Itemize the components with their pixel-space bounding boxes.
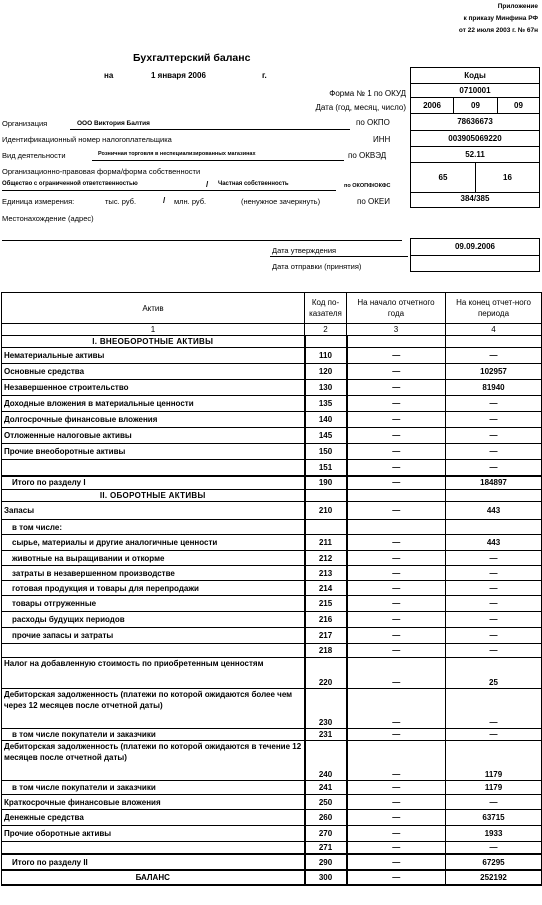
table-row (2, 428, 542, 444)
unit-separator: / (163, 196, 166, 205)
row-code: 240 (305, 741, 347, 781)
okud-value: 0710001 (411, 84, 539, 98)
row-start-value (347, 520, 446, 535)
header-code: Код по-казателя (305, 293, 347, 324)
row-end-value (446, 520, 542, 535)
row-code: 211 (305, 535, 347, 551)
section-end-cell (446, 336, 542, 348)
date-na: на (104, 71, 114, 80)
row-name (2, 842, 305, 855)
row-name: Денежные средства (2, 810, 305, 826)
code-day: 09 (514, 101, 523, 110)
table-row (2, 380, 542, 396)
row-name: готовая продукция и товары для перепродажи (2, 581, 305, 596)
row-end-value: 25 (446, 658, 542, 689)
table-row (2, 364, 542, 380)
table-row (2, 444, 542, 460)
row-end-value: — (446, 689, 542, 729)
row-code: 217 (305, 628, 347, 644)
row-end-value: — (446, 396, 542, 412)
row-name: прочие запасы и затраты (2, 628, 305, 644)
table-row (2, 348, 542, 364)
row-start-value: — (347, 795, 446, 810)
row-code: 150 (305, 444, 347, 460)
code-year: 2006 (423, 101, 441, 110)
row-name: товары отгруженные (2, 596, 305, 612)
row-end-value: — (446, 412, 542, 428)
table-row (2, 854, 542, 870)
row-start-value: — (347, 596, 446, 612)
appendix-line-1: Приложение (497, 3, 538, 10)
row-end-value: — (446, 460, 542, 476)
row-code: 220 (305, 658, 347, 689)
row-code: 216 (305, 612, 347, 628)
row-start-value: — (347, 612, 446, 628)
row-end-value: 81940 (446, 380, 542, 396)
row-end-value: 443 (446, 535, 542, 551)
table-row (2, 658, 542, 689)
row-code: 241 (305, 781, 347, 795)
table-row (2, 842, 542, 855)
row-start-value: — (347, 348, 446, 364)
column-number-row (2, 324, 542, 336)
colnum-1: 1 (2, 324, 305, 336)
row-start-value: — (347, 396, 446, 412)
row-start-value: — (347, 628, 446, 644)
row-end-value: — (446, 729, 542, 741)
approval-box (410, 238, 540, 272)
row-name: в том числе покупатели и заказчики (2, 729, 305, 741)
row-start-value: — (347, 460, 446, 476)
legal-form-label: Организационно-правовая форма/форма собственности (2, 167, 201, 176)
row-name: расходы будущих периодов (2, 612, 305, 628)
approved-value: 09.09.2006 (411, 239, 539, 256)
row-start-value: — (347, 689, 446, 729)
codes-header: Коды (411, 68, 539, 84)
activity-value: Розничная торговля в неспециализированных магазинах (98, 151, 256, 157)
row-start-value: — (347, 870, 446, 885)
table-row (2, 689, 542, 729)
page-title: Бухгалтерский баланс (133, 52, 251, 64)
row-code: 270 (305, 826, 347, 842)
okpo-value: 78636673 (411, 114, 539, 131)
row-name: БАЛАНС (2, 870, 305, 885)
okved-value: 52.11 (411, 147, 539, 163)
row-name: Доходные вложения в материальные ценности (2, 396, 305, 412)
header-start: На начало отчетного года (347, 293, 446, 324)
okved-label: по ОКВЭД (348, 151, 387, 160)
row-code: 110 (305, 348, 347, 364)
legal-separator: / (206, 180, 209, 189)
row-start-value: — (347, 535, 446, 551)
row-start-value: — (347, 476, 446, 490)
row-name: Краткосрочные финансовые вложения (2, 795, 305, 810)
okud-label: Форма № 1 по ОКУД (329, 89, 406, 98)
row-name: Нематериальные активы (2, 348, 305, 364)
row-end-value: 63715 (446, 810, 542, 826)
row-name: Итого по разделу II (2, 854, 305, 870)
balance-table (1, 292, 542, 886)
row-end-value: — (446, 581, 542, 596)
section-row (2, 336, 542, 348)
row-name: Дебиторская задолженность (платежи по которой ожидаются в течение 12 месяцев после отчетной даты) (2, 741, 305, 781)
table-row (2, 581, 542, 596)
row-name: в том числе покупатели и заказчики (2, 781, 305, 795)
table-row (2, 596, 542, 612)
row-start-value: — (347, 644, 446, 658)
row-end-value: — (446, 348, 542, 364)
row-name: сырье, материалы и другие аналогичные ценности (2, 535, 305, 551)
row-name: Прочие внеоборотные активы (2, 444, 305, 460)
row-start-value: — (347, 810, 446, 826)
row-start-value: — (347, 566, 446, 581)
codes-box (410, 67, 540, 208)
row-name: в том числе: (2, 520, 305, 535)
row-name: Незавершенное строительство (2, 380, 305, 396)
section-start-cell (347, 490, 446, 502)
row-end-value: 1933 (446, 826, 542, 842)
unit-value-million: млн. руб. (174, 197, 207, 206)
row-code: 120 (305, 364, 347, 380)
row-name (2, 460, 305, 476)
row-name: Итого по разделу I (2, 476, 305, 490)
colnum-3: 3 (347, 324, 446, 336)
row-name: затраты в незавершенном производстве (2, 566, 305, 581)
row-end-value: 252192 (446, 870, 542, 885)
okei-value: 384/385 (460, 194, 490, 203)
row-end-value: 184897 (446, 476, 542, 490)
row-start-value: — (347, 741, 446, 781)
approved-label: Дата утверждения (272, 246, 337, 255)
row-end-value: — (446, 612, 542, 628)
row-start-value: — (347, 380, 446, 396)
section-start-cell (347, 336, 446, 348)
row-end-value: — (446, 566, 542, 581)
sent-label: Дата отправки (принятия) (272, 262, 362, 271)
row-start-value: — (347, 502, 446, 520)
section-end-cell (446, 490, 542, 502)
row-end-value: — (446, 551, 542, 566)
row-code: 145 (305, 428, 347, 444)
row-start-value: — (347, 444, 446, 460)
sent-value (411, 256, 539, 271)
table-row (2, 396, 542, 412)
table-row (2, 810, 542, 826)
ownership-value: Частная собственность (218, 181, 289, 187)
row-code: 212 (305, 551, 347, 566)
date-code-row (411, 98, 539, 114)
okfs-value: 16 (503, 173, 512, 182)
legal-form-value: Общество с ограниченной ответственностью (2, 181, 138, 187)
row-name (2, 644, 305, 658)
row-name: Основные средства (2, 364, 305, 380)
row-end-value: 1179 (446, 781, 542, 795)
row-start-value: — (347, 854, 446, 870)
table-row (2, 612, 542, 628)
header-asset: Актив (2, 293, 305, 324)
row-end-value: — (446, 795, 542, 810)
row-end-value: — (446, 628, 542, 644)
row-start-value: — (347, 428, 446, 444)
table-row (2, 476, 542, 490)
row-code: 218 (305, 644, 347, 658)
row-code: 230 (305, 689, 347, 729)
org-label: Организация (2, 119, 48, 128)
row-start-value: — (347, 551, 446, 566)
row-end-value: — (446, 428, 542, 444)
unit-value-thousand: тыс. руб. (105, 197, 137, 206)
inn-label: Идентификационный номер налогоплательщика (2, 135, 172, 144)
section-row (2, 490, 542, 502)
inn-value: 003905069220 (411, 131, 539, 147)
table-row (2, 412, 542, 428)
date-code-label: Дата (год, месяц, число) (315, 103, 406, 112)
row-start-value: — (347, 729, 446, 741)
table-row (2, 729, 542, 741)
table-header-row (2, 293, 542, 324)
row-start-value: — (347, 364, 446, 380)
row-name: Прочие оборотные активы (2, 826, 305, 842)
row-name: Запасы (2, 502, 305, 520)
table-row (2, 628, 542, 644)
table-row (2, 795, 542, 810)
row-start-value: — (347, 658, 446, 689)
okopf-row (411, 163, 539, 193)
okopf-label: по ОКОПФ/ОКФС (344, 183, 391, 189)
table-row (2, 535, 542, 551)
section-code-cell (305, 490, 347, 502)
row-code: 214 (305, 581, 347, 596)
section-title: II. ОБОРОТНЫЕ АКТИВЫ (2, 490, 305, 502)
table-row (2, 741, 542, 781)
row-start-value: — (347, 581, 446, 596)
row-code: 140 (305, 412, 347, 428)
row-end-value: 67295 (446, 854, 542, 870)
unit-label: Единица измерения: (2, 197, 75, 206)
table-row (2, 502, 542, 520)
okpo-label: по ОКПО (356, 118, 390, 127)
row-name: животные на выращивании и откорме (2, 551, 305, 566)
row-name: Дебиторская задолженность (платежи по которой ожидаются более чем через 12 месяцев после отчетной даты) (2, 689, 305, 729)
table-row (2, 826, 542, 842)
row-code: 260 (305, 810, 347, 826)
colnum-2: 2 (305, 324, 347, 336)
row-end-value: 102957 (446, 364, 542, 380)
row-code: 130 (305, 380, 347, 396)
row-code: 213 (305, 566, 347, 581)
okei-label: по ОКЕИ (357, 197, 390, 206)
row-name: Налог на добавленную стоимость по приобретенным ценностям (2, 658, 305, 689)
row-code: 271 (305, 842, 347, 855)
appendix-line-2: к приказу Минфина РФ (463, 15, 538, 22)
section-code-cell (305, 336, 347, 348)
row-end-value: — (446, 596, 542, 612)
row-code: 151 (305, 460, 347, 476)
colnum-4: 4 (446, 324, 542, 336)
row-end-value: — (446, 842, 542, 855)
row-end-value: — (446, 644, 542, 658)
section-title: I. ВНЕОБОРОТНЫЕ АКТИВЫ (2, 336, 305, 348)
org-value: ООО Виктория Балтия (77, 120, 150, 127)
row-end-value: 443 (446, 502, 542, 520)
appendix-line-3: от 22 июля 2003 г. № 67н (458, 27, 538, 34)
table-row (2, 566, 542, 581)
table-row (2, 520, 542, 535)
table-row (2, 551, 542, 566)
report-date: 1 января 2006 (151, 71, 206, 80)
okopf-value: 65 (438, 173, 448, 182)
header-end: На конец отчет-ного периода (446, 293, 542, 324)
row-name: Отложенные налоговые активы (2, 428, 305, 444)
date-g: г. (262, 71, 267, 80)
row-name: Долгосрочные финансовые вложения (2, 412, 305, 428)
address-label: Местонахождение (адрес) (2, 214, 94, 223)
row-start-value: — (347, 842, 446, 855)
row-code: 290 (305, 854, 347, 870)
row-start-value: — (347, 412, 446, 428)
table-row (2, 460, 542, 476)
row-code: 250 (305, 795, 347, 810)
inn-code-label: ИНН (373, 135, 391, 144)
row-code: 231 (305, 729, 347, 741)
row-code: 135 (305, 396, 347, 412)
table-row (2, 870, 542, 885)
row-start-value: — (347, 826, 446, 842)
code-month: 09 (471, 101, 480, 110)
row-code: 215 (305, 596, 347, 612)
unit-note: (ненужное зачеркнуть) (241, 197, 321, 206)
row-code: 190 (305, 476, 347, 490)
row-start-value: — (347, 781, 446, 795)
row-code: 300 (305, 870, 347, 885)
row-code (305, 520, 347, 535)
table-row (2, 644, 542, 658)
activity-label: Вид деятельности (2, 151, 66, 160)
row-end-value: 1179 (446, 741, 542, 781)
row-code: 210 (305, 502, 347, 520)
row-end-value: — (446, 444, 542, 460)
table-row (2, 781, 542, 795)
